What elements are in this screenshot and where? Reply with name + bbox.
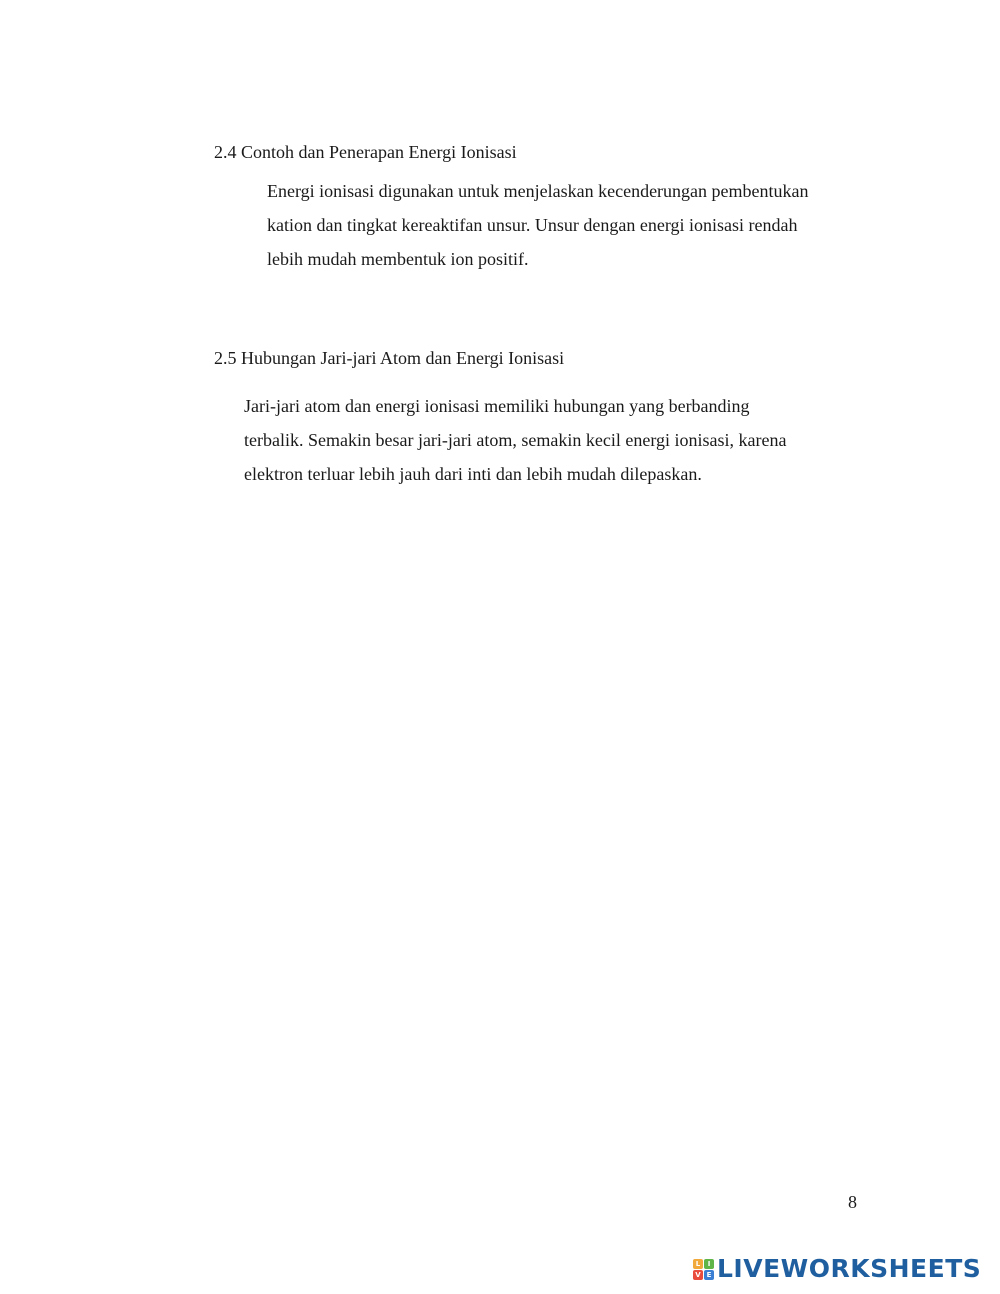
section-paragraph-2-4 xyxy=(267,174,809,276)
logo-tile: L xyxy=(693,1259,703,1269)
liveworksheets-logo-icon xyxy=(693,1259,714,1280)
section-paragraph-2-5 xyxy=(244,389,786,491)
paragraph-line: elektron terluar lebih jauh dari inti dan lebih mudah dilepaskan. xyxy=(244,464,702,484)
logo-tile: E xyxy=(704,1270,714,1280)
section-heading-2-4: 2.4 Contoh dan Penerapan Energi Ionisasi xyxy=(214,142,517,162)
liveworksheets-logo xyxy=(693,1253,981,1285)
paragraph-line: Jari-jari atom dan energi ionisasi memiliki hubungan yang berbanding xyxy=(244,396,750,416)
logo-tile: V xyxy=(693,1270,703,1280)
paragraph-line: Energi ionisasi digunakan untuk menjelaskan kecenderungan pembentukan xyxy=(267,181,809,201)
paragraph-line: kation dan tingkat kereaktifan unsur. Unsur dengan energi ionisasi rendah xyxy=(267,215,798,235)
paragraph-line: lebih mudah membentuk ion positif. xyxy=(267,249,529,269)
logo-tile: I xyxy=(704,1259,714,1269)
section-heading-2-5: 2.5 Hubungan Jari-jari Atom dan Energi Ionisasi xyxy=(214,348,565,368)
page-number: 8 xyxy=(848,1192,857,1212)
paragraph-line: terbalik. Semakin besar jari-jari atom, semakin kecil energi ionisasi, karena xyxy=(244,430,787,450)
liveworksheets-logo-text: LIVEWORKSHEETS xyxy=(717,1254,982,1283)
